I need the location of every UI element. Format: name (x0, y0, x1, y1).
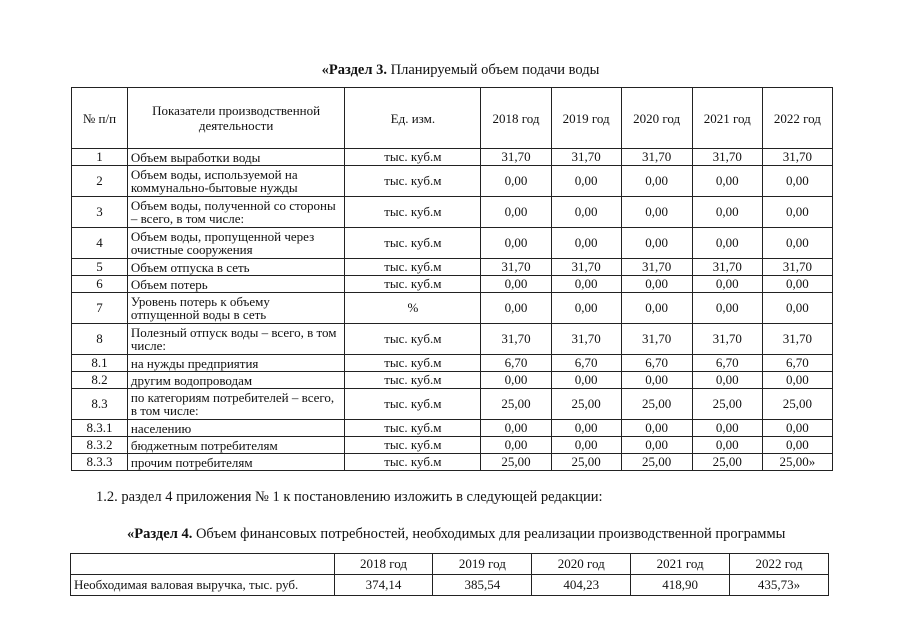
value-cell: 0,00 (762, 166, 832, 197)
value-cell: 31,70 (762, 149, 832, 166)
row-number: 5 (72, 259, 128, 276)
value-cell: 385,54 (433, 575, 532, 596)
value-cell: 0,00 (692, 197, 762, 228)
value-cell: 0,00 (762, 228, 832, 259)
value-cell: 0,00 (621, 228, 692, 259)
value-cell: 0,00 (692, 276, 762, 293)
value-cell: 25,00» (762, 454, 832, 471)
indicator-name: прочим потребителям (127, 454, 344, 471)
table-row (72, 454, 833, 471)
value-cell: 0,00 (551, 293, 621, 324)
value-cell: 31,70 (621, 259, 692, 276)
value-cell: 31,70 (692, 324, 762, 355)
value-cell: 0,00 (762, 420, 832, 437)
table-row (72, 149, 833, 166)
value-cell: 31,70 (762, 259, 832, 276)
value-cell: 0,00 (481, 372, 551, 389)
indicator-name: Объем выработки воды (127, 149, 344, 166)
row-number: 1 (72, 149, 128, 166)
indicator-name: на нужды предприятия (127, 355, 344, 372)
indicator-name: населению (127, 420, 344, 437)
value-cell: 0,00 (481, 228, 551, 259)
row-number: 8.1 (72, 355, 128, 372)
value-cell: 0,00 (551, 228, 621, 259)
row-number: 4 (72, 228, 128, 259)
indicator-name: Объем потерь (127, 276, 344, 293)
value-cell: 25,00 (692, 454, 762, 471)
value-cell: 0,00 (551, 372, 621, 389)
value-cell: 404,23 (532, 575, 631, 596)
value-cell: 6,70 (481, 355, 551, 372)
value-cell: 0,00 (621, 372, 692, 389)
unit-cell: % (345, 293, 481, 324)
value-cell: 0,00 (621, 293, 692, 324)
value-cell: 0,00 (692, 372, 762, 389)
section-3-title (8, 62, 905, 79)
value-cell: 0,00 (762, 372, 832, 389)
row-number: 7 (72, 293, 128, 324)
value-cell: 25,00 (551, 389, 621, 420)
indicator-name: Объем воды, полученной со стороны – всего, в том числе: (127, 197, 344, 228)
table-row (72, 259, 833, 276)
value-cell: 0,00 (481, 197, 551, 228)
table-row (72, 228, 833, 259)
table-row (72, 197, 833, 228)
amendment-paragraph: 1.2. раздел 4 приложения № 1 к постановлению изложить в следующей редакции: (96, 489, 603, 505)
indicator-name: другим водопроводам (127, 372, 344, 389)
column-header: 2019 год (551, 88, 621, 149)
indicator-name: по категориям потребителей – всего, в том числе: (127, 389, 344, 420)
value-cell: 0,00 (481, 293, 551, 324)
value-cell: 31,70 (481, 324, 551, 355)
column-header: 2021 год (692, 88, 762, 149)
table-header-row (71, 554, 829, 575)
value-cell: 0,00 (551, 276, 621, 293)
value-cell: 0,00 (762, 276, 832, 293)
value-cell: 0,00 (692, 437, 762, 454)
value-cell: 6,70 (551, 355, 621, 372)
value-cell: 0,00 (621, 197, 692, 228)
financial-needs-table (70, 553, 829, 596)
row-number: 6 (72, 276, 128, 293)
unit-cell: тыс. куб.м (345, 228, 481, 259)
value-cell: 31,70 (481, 149, 551, 166)
column-header (71, 554, 335, 575)
table-row (72, 276, 833, 293)
value-cell: 6,70 (621, 355, 692, 372)
column-header: 2019 год (433, 554, 532, 575)
row-number: 8 (72, 324, 128, 355)
value-cell: 374,14 (334, 575, 433, 596)
table-header-row (72, 88, 833, 149)
unit-cell: тыс. куб.м (345, 324, 481, 355)
table-row (72, 324, 833, 355)
value-cell: 0,00 (621, 437, 692, 454)
value-cell: 25,00 (762, 389, 832, 420)
table-row (72, 437, 833, 454)
indicator-name: бюджетным потребителям (127, 437, 344, 454)
value-cell: 0,00 (481, 437, 551, 454)
unit-cell: тыс. куб.м (345, 197, 481, 228)
unit-cell: тыс. куб.м (345, 259, 481, 276)
value-cell: 0,00 (551, 420, 621, 437)
column-header: Ед. изм. (345, 88, 481, 149)
table-row (72, 420, 833, 437)
column-header: 2022 год (730, 554, 829, 575)
column-header: № п/п (72, 88, 128, 149)
unit-cell: тыс. куб.м (345, 437, 481, 454)
row-number: 8.3 (72, 389, 128, 420)
unit-cell: тыс. куб.м (345, 372, 481, 389)
row-number: 8.3.2 (72, 437, 128, 454)
row-number: 8.2 (72, 372, 128, 389)
column-header: 2021 год (631, 554, 730, 575)
column-header: Показатели производственной деятельности (127, 88, 344, 149)
value-cell: 418,90 (631, 575, 730, 596)
value-cell: 0,00 (481, 276, 551, 293)
value-cell: 0,00 (621, 420, 692, 437)
value-cell: 0,00 (762, 197, 832, 228)
row-number: 8.3.3 (72, 454, 128, 471)
section-3-title-rest: Планируемый объем подачи воды (386, 62, 600, 78)
value-cell: 0,00 (621, 166, 692, 197)
value-cell: 0,00 (692, 228, 762, 259)
value-cell: 0,00 (551, 166, 621, 197)
indicator-name: Уровень потерь к объему отпущенной воды в сеть (127, 293, 344, 324)
value-cell: 435,73» (730, 575, 829, 596)
value-cell: 31,70 (692, 259, 762, 276)
row-number: 8.3.1 (72, 420, 128, 437)
column-header: 2020 год (621, 88, 692, 149)
column-header: 2020 год (532, 554, 631, 575)
table-body (72, 149, 833, 471)
value-cell: 0,00 (692, 420, 762, 437)
section-4-title-rest: Объем финансовых потребностей, необходимых для реализации производственной программы (192, 526, 786, 542)
value-cell: 0,00 (551, 197, 621, 228)
unit-cell: тыс. куб.м (345, 389, 481, 420)
table-row (72, 389, 833, 420)
row-label: Необходимая валовая выручка, тыс. руб. (71, 575, 335, 596)
value-cell: 25,00 (621, 454, 692, 471)
value-cell: 31,70 (551, 149, 621, 166)
unit-cell: тыс. куб.м (345, 454, 481, 471)
column-header: 2018 год (334, 554, 433, 575)
indicator-name: Объем воды, используемой на коммунально-бытовые нужды (127, 166, 344, 197)
value-cell: 31,70 (621, 149, 692, 166)
indicator-name: Объем воды, пропущенной через очистные сооружения (127, 228, 344, 259)
value-cell: 0,00 (551, 437, 621, 454)
column-header: 2022 год (762, 88, 832, 149)
unit-cell: тыс. куб.м (345, 166, 481, 197)
value-cell: 31,70 (621, 324, 692, 355)
value-cell: 25,00 (692, 389, 762, 420)
unit-cell: тыс. куб.м (345, 149, 481, 166)
table-row (72, 372, 833, 389)
value-cell: 31,70 (551, 259, 621, 276)
value-cell: 0,00 (692, 293, 762, 324)
value-cell: 0,00 (481, 166, 551, 197)
row-number: 3 (72, 197, 128, 228)
section-4-title-bold: «Раздел 4. (127, 526, 193, 542)
value-cell: 6,70 (692, 355, 762, 372)
section-4-title (127, 526, 785, 543)
value-cell: 0,00 (762, 437, 832, 454)
value-cell: 31,70 (551, 324, 621, 355)
value-cell: 31,70 (481, 259, 551, 276)
value-cell: 31,70 (762, 324, 832, 355)
unit-cell: тыс. куб.м (345, 420, 481, 437)
value-cell: 25,00 (551, 454, 621, 471)
value-cell: 0,00 (692, 166, 762, 197)
table-row (72, 166, 833, 197)
unit-cell: тыс. куб.м (345, 276, 481, 293)
table-row (72, 355, 833, 372)
value-cell: 25,00 (481, 389, 551, 420)
section-3-title-bold: «Раздел 3. (321, 62, 387, 78)
value-cell: 0,00 (481, 420, 551, 437)
row-number: 2 (72, 166, 128, 197)
value-cell: 25,00 (621, 389, 692, 420)
indicator-name: Объем отпуска в сеть (127, 259, 344, 276)
unit-cell: тыс. куб.м (345, 355, 481, 372)
value-cell: 0,00 (621, 276, 692, 293)
value-cell: 6,70 (762, 355, 832, 372)
column-header: 2018 год (481, 88, 551, 149)
table-row (72, 293, 833, 324)
value-cell: 25,00 (481, 454, 551, 471)
water-supply-table (71, 87, 833, 471)
value-cell: 31,70 (692, 149, 762, 166)
value-cell: 0,00 (762, 293, 832, 324)
indicator-name: Полезный отпуск воды – всего, в том числе: (127, 324, 344, 355)
table-row (71, 575, 829, 596)
